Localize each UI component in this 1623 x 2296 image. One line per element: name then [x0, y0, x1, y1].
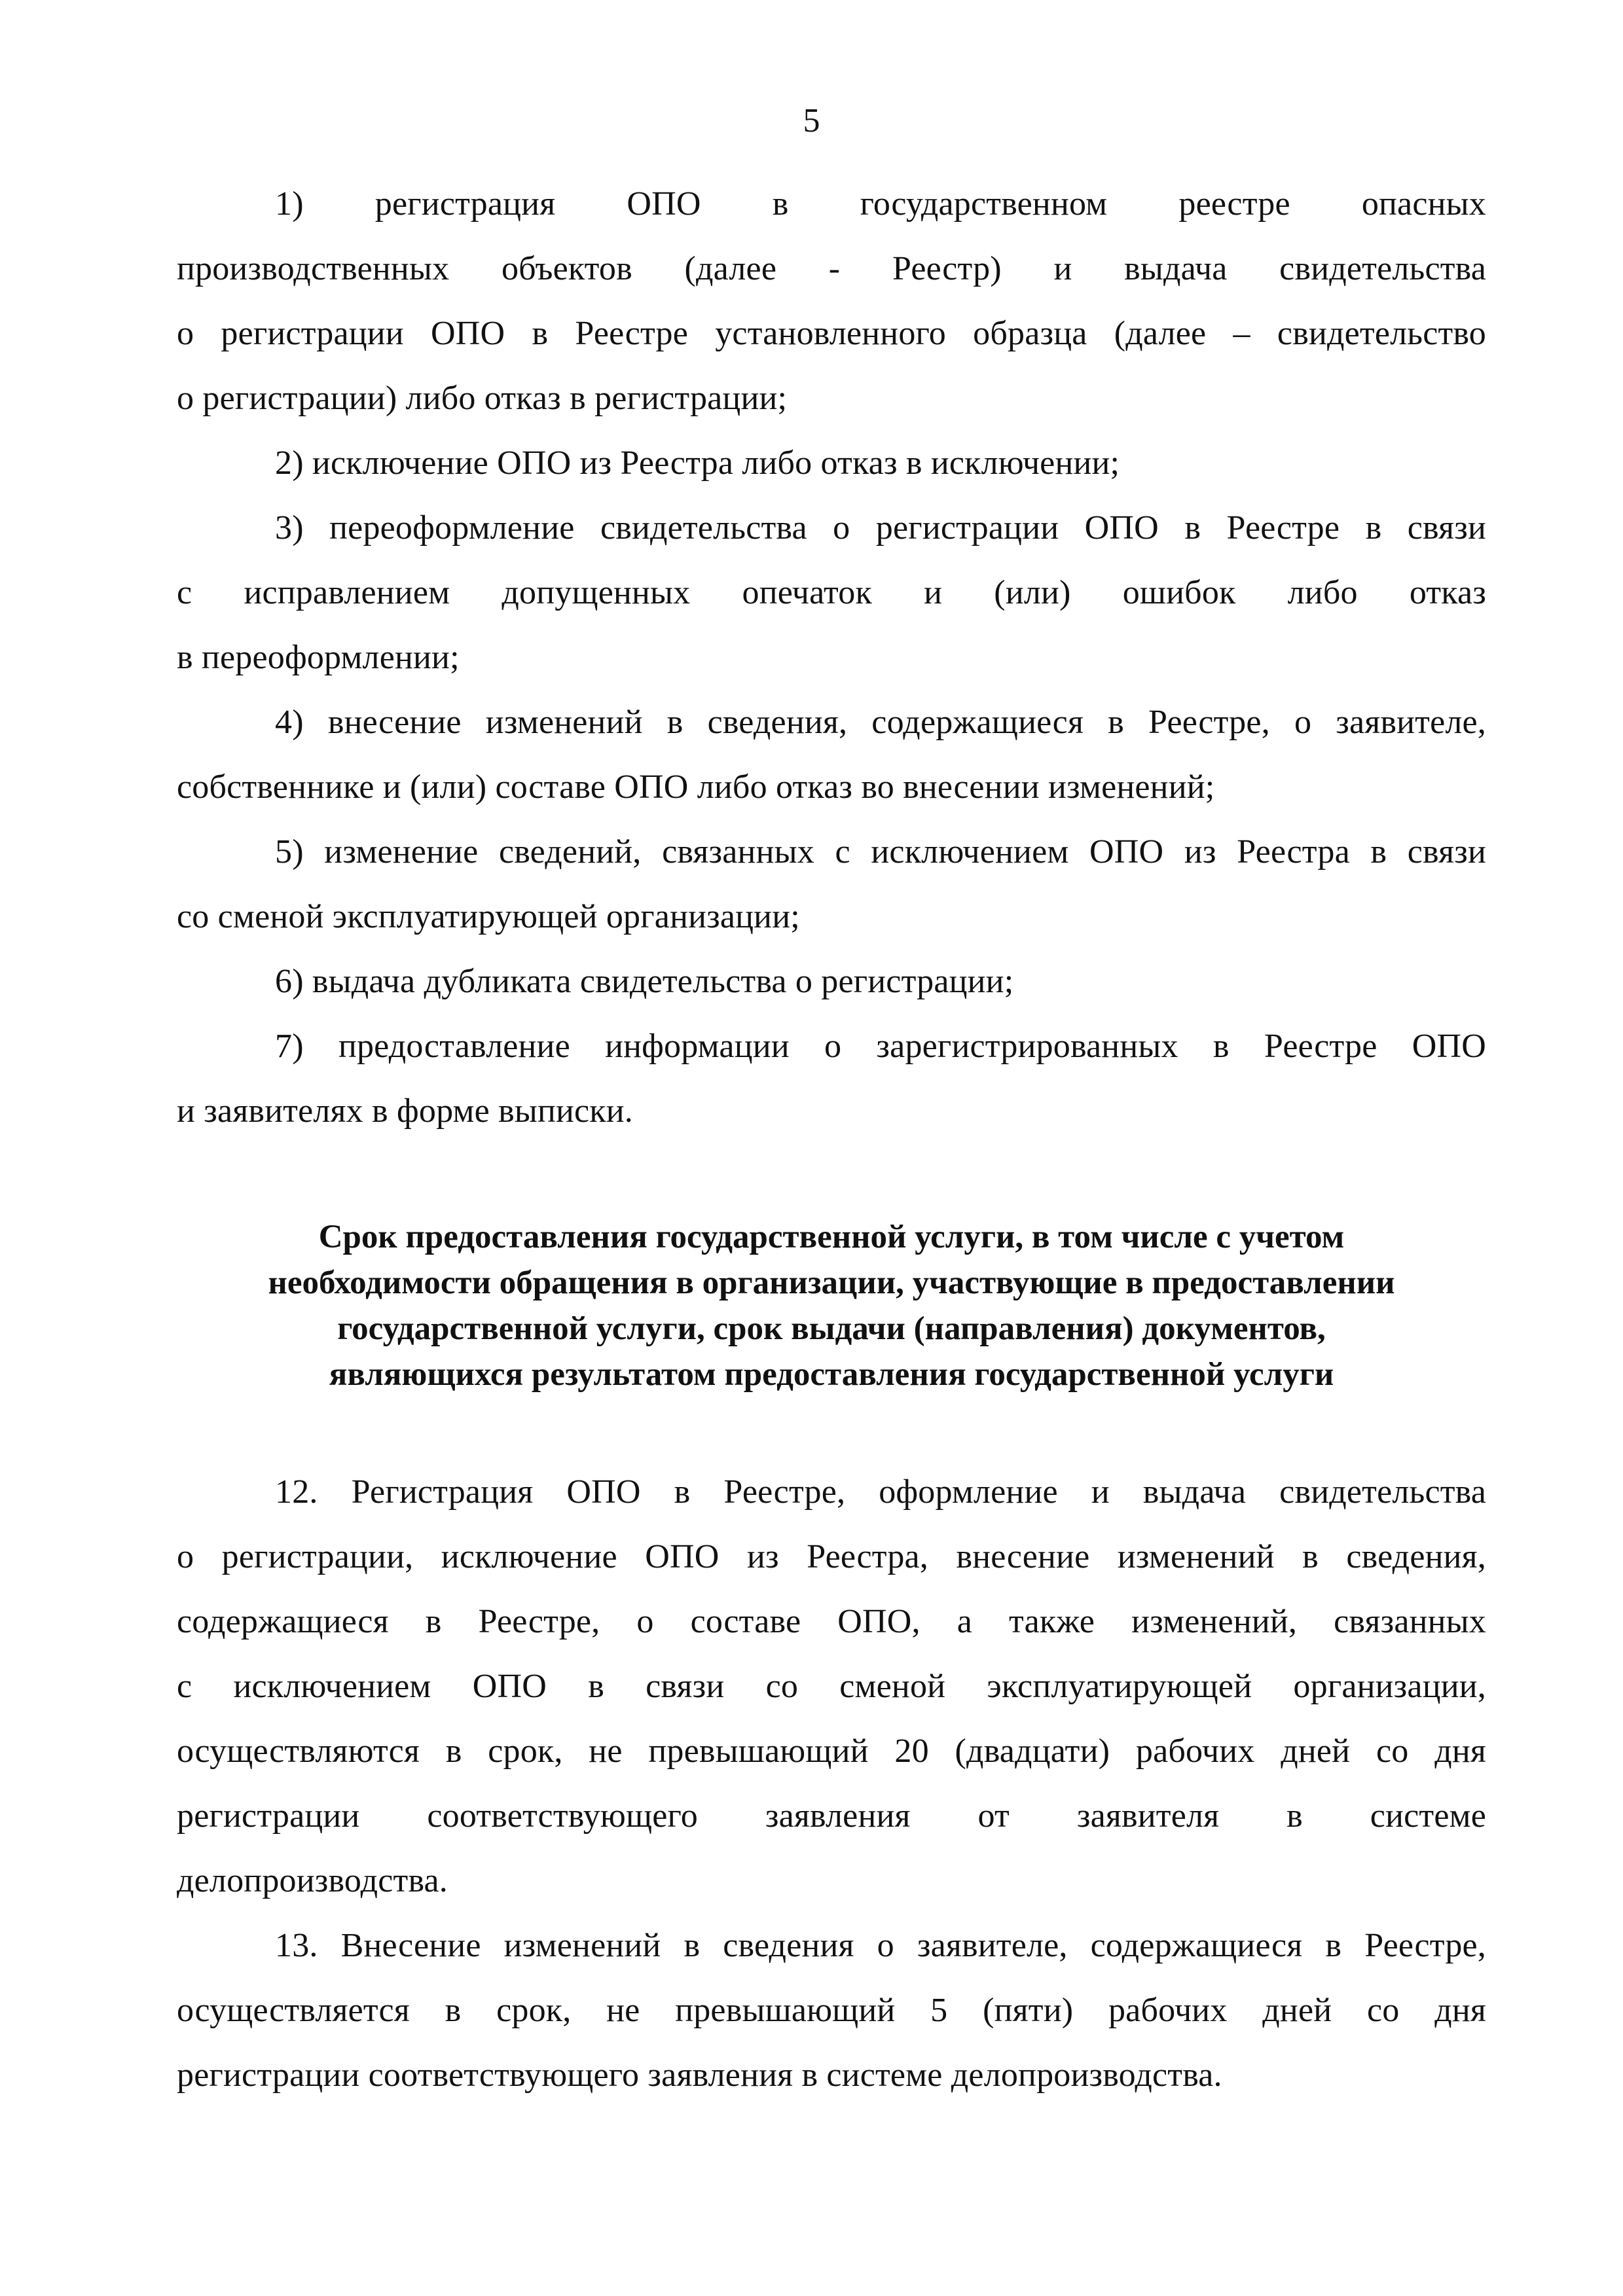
list-item-3	[177, 495, 1486, 690]
list-item-6	[177, 949, 1486, 1014]
list-item-2	[177, 431, 1486, 495]
list-item-line: с исправлением допущенных опечаток и (или) ошибок либо отказ	[177, 574, 1486, 611]
list-item-line: со сменой эксплуатирующей организации;	[177, 898, 800, 935]
clause-line: о регистрации, исключение ОПО из Реестра, внесение изменений в сведения,	[177, 1538, 1486, 1575]
list-item-line: 2) исключение ОПО из Реестра либо отказ в исключении;	[275, 444, 1120, 482]
section-heading	[177, 1214, 1486, 1397]
section-heading-line: государственной услуги, срок выдачи (направления) документов,	[337, 1310, 1326, 1347]
section-heading-line: необходимости обращения в организации, участвующие в предоставлении	[268, 1265, 1395, 1301]
list-item-line: 1) регистрация ОПО в государственном реестре опасных	[275, 185, 1486, 223]
terms-clauses	[177, 1460, 1486, 2108]
list-item-line: 7) предоставление информации о зарегистрированных в Реестре ОПО	[275, 1028, 1486, 1065]
clause-12	[177, 1460, 1486, 1913]
clause-line: делопроизводства.	[177, 1862, 448, 1899]
service-results-list	[177, 171, 1486, 1143]
list-item-line: в переоформлении;	[177, 639, 460, 676]
list-item-line: 5) изменение сведений, связанных с исключением ОПО из Реестра в связи	[275, 833, 1486, 870]
clause-line: 12. Регистрация ОПО в Реестре, оформление и выдача свидетельства	[275, 1473, 1486, 1511]
clause-line: регистрации соответствующего заявления от заявителя в системе	[177, 1797, 1486, 1835]
clause-line: содержащиеся в Реестре, о составе ОПО, а также изменений, связанных	[177, 1603, 1486, 1640]
list-item-4	[177, 690, 1486, 819]
section-heading-line: Срок предоставления государственной услуги, в том числе с учетом	[318, 1219, 1345, 1255]
clause-line: с исключением ОПО в связи со сменой эксплуатирующей организации,	[177, 1668, 1486, 1705]
clause-line: осуществляются в срок, не превышающий 20 (двадцати) рабочих дней со дня	[177, 1732, 1486, 1770]
list-item-line: о регистрации) либо отказ в регистрации;	[177, 380, 788, 417]
list-item-line: 3) переоформление свидетельства о регистрации ОПО в Реестре в связи	[275, 509, 1486, 547]
clause-line: регистрации соответствующего заявления в системе делопроизводства.	[177, 2056, 1222, 2094]
page-number: 5	[803, 102, 820, 139]
list-item-7	[177, 1014, 1486, 1143]
list-item-line: 4) внесение изменений в сведения, содержащиеся в Реестре, о заявителе,	[275, 704, 1486, 741]
list-item-line: о регистрации ОПО в Реестре установленного образца (далее – свидетельство	[177, 315, 1486, 352]
list-item-line: собственнике и (или) составе ОПО либо отказ во внесении изменений;	[177, 768, 1215, 806]
list-item-1	[177, 171, 1486, 431]
section-heading-line: являющихся результатом предоставления государственной услуги	[329, 1356, 1334, 1393]
list-item-line: производственных объектов (далее - Реестр) и выдача свидетельства	[177, 250, 1486, 287]
list-item-5	[177, 819, 1486, 949]
list-item-line: и заявителях в форме выписки.	[177, 1092, 633, 1130]
clause-13	[177, 1913, 1486, 2108]
clause-line: 13. Внесение изменений в сведения о заявителе, содержащиеся в Реестре,	[275, 1927, 1486, 1964]
clause-line: осуществляется в срок, не превышающий 5 (пяти) рабочих дней со дня	[177, 1992, 1486, 2029]
list-item-line: 6) выдача дубликата свидетельства о регистрации;	[275, 963, 1014, 1000]
